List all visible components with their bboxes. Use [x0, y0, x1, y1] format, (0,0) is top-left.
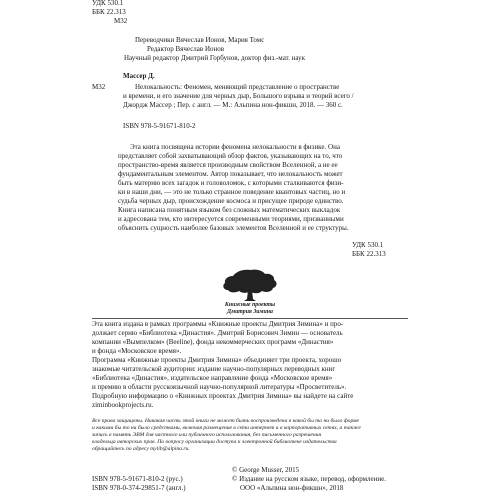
rights-notice	[92, 418, 361, 453]
code-top: М32	[114, 17, 128, 25]
entry-isbn: ISBN 978-5-91671-810-2	[123, 122, 196, 130]
credit-editor: Редактор Вячеслав Ионов	[147, 45, 225, 53]
bbk-top: ББК 22.313	[92, 8, 126, 16]
abstract-line: представляет собой захватывающий обзор фактов, указывающих на то, что	[118, 152, 343, 160]
section-divider	[92, 318, 408, 319]
rights-line: владельца авторских прав. По вопросу организации доступа к электронной библиотеке издательства	[92, 439, 337, 445]
program-line: Подробную информацию о «Книжных проектах Дмитрия Зимина» вы найдете на сайте	[92, 392, 354, 400]
abstract-line: Книга написана понятным языком без сложных математических выкладок	[118, 206, 341, 214]
logo-line-1: Книжные проекты	[224, 302, 276, 308]
rights-line: обращайтесь по адресу mylib@alpina.ru.	[92, 446, 190, 452]
program-line: и премию в области русскоязычной научно-популярной литературы «Просветитель».	[92, 383, 347, 391]
copyright-edition: © Издание на русском языке, перевод, оформление.	[232, 475, 387, 483]
publisher-logo	[220, 266, 280, 318]
entry-description-line: Джордж Массер ; Пер. с англ. — М.: Альпина нон-фикшн, 2018. — 360 с.	[123, 101, 343, 109]
abstract-line: пространство-время является производным свойством Вселенной, а не ее	[118, 161, 338, 169]
tree-icon	[220, 266, 280, 302]
program-line: и фонда «Московское время».	[92, 347, 182, 355]
abstract-line: ки в наши дни, — это не только странное поведение квантовых частиц, но и	[118, 188, 346, 196]
entry-description-line: Нелокальность: Феномен, меняющий представление о пространстве	[135, 83, 340, 91]
rights-line: Все права защищены. Никакая часть этой книги не может быть воспроизведена в какой бы то ни было форме	[92, 418, 360, 424]
entry-description	[123, 83, 354, 110]
program-line: должает серию «Библиотека «Династия». Дмитрий Борисович Зимин — основатель	[92, 329, 343, 337]
isbn-english: ISBN 978-0-374-29851-7 (англ.)	[92, 484, 186, 492]
entry-author: Массер Д.	[123, 72, 155, 80]
program-line: Программа «Книжные проекты Дмитрия Зимина» объединяет три проекта, хорошо	[92, 356, 342, 364]
entry-description-line: и времени, и его значение для черных дыр, Большого взрыва и теорий всего /	[123, 92, 354, 100]
rights-line: и какими бы то ни было средствами, включая размещение в сети интернет и в корпоративных сетях, а также	[92, 425, 361, 431]
credit-science-editor: Научный редактор Дмитрий Горбунов, доктор физ.-мат. наук	[124, 54, 306, 62]
udk-top: УДК 530.1	[92, 0, 124, 7]
abstract-line: и адресована тем, кто интересуется современными теориями, призванными	[118, 215, 344, 223]
rights-line: запись в память ЭВМ для частного или публичного использования, без письменного разрешения	[92, 432, 322, 438]
udk-bottom: УДК 530.1	[352, 241, 384, 249]
program-paragraph	[92, 320, 353, 410]
credit-translators: Переводчики Вячеслав Ионов, Мария Томс	[135, 36, 265, 44]
abstract-line: судьба черных дыр, происхождение космоса и присущее природе единство.	[118, 197, 344, 205]
bbk-bottom: ББК 22.313	[352, 250, 386, 258]
isbn-russian: ISBN 978-5-91671-810-2 (рус.)	[92, 475, 183, 483]
abstract-paragraph	[118, 143, 349, 233]
program-line: «Библиотека «Династия», издательское направление фонда «Московское время»	[92, 374, 333, 382]
abstract-line: Эта книга посвящена истории феномена нелокальности в физике. Она	[130, 143, 340, 151]
abstract-line: быть материю всех загадок и головоломок, с которыми сталкиваются физи-	[118, 179, 344, 187]
program-line: компании «Вымпелком» (Beeline), фонда некоммерческих программ «Династия»	[92, 338, 334, 346]
program-line: знакомые читательской аудитории: издание научно-популярных переводных книг	[92, 365, 336, 373]
abstract-line: фундаментальным элементом. Автор показывает, что нелокальность может	[118, 170, 343, 178]
logo-line-2: Дмитрия Зимина	[227, 308, 273, 315]
entry-code: М32	[92, 83, 106, 91]
program-line: ziminbookprojects.ru.	[92, 401, 154, 409]
copyright-author: © George Musser, 2015	[232, 466, 300, 474]
program-line: Эта книга издана в рамках программы «Книжные проекты Дмитрия Зимина» и про-	[92, 320, 344, 328]
abstract-line: объяснить сущность наиболее базовых элементов Вселенной и ее структуры.	[118, 224, 349, 232]
copyright-publisher: ООО «Альпина нон-фикшн», 2018	[240, 484, 344, 492]
